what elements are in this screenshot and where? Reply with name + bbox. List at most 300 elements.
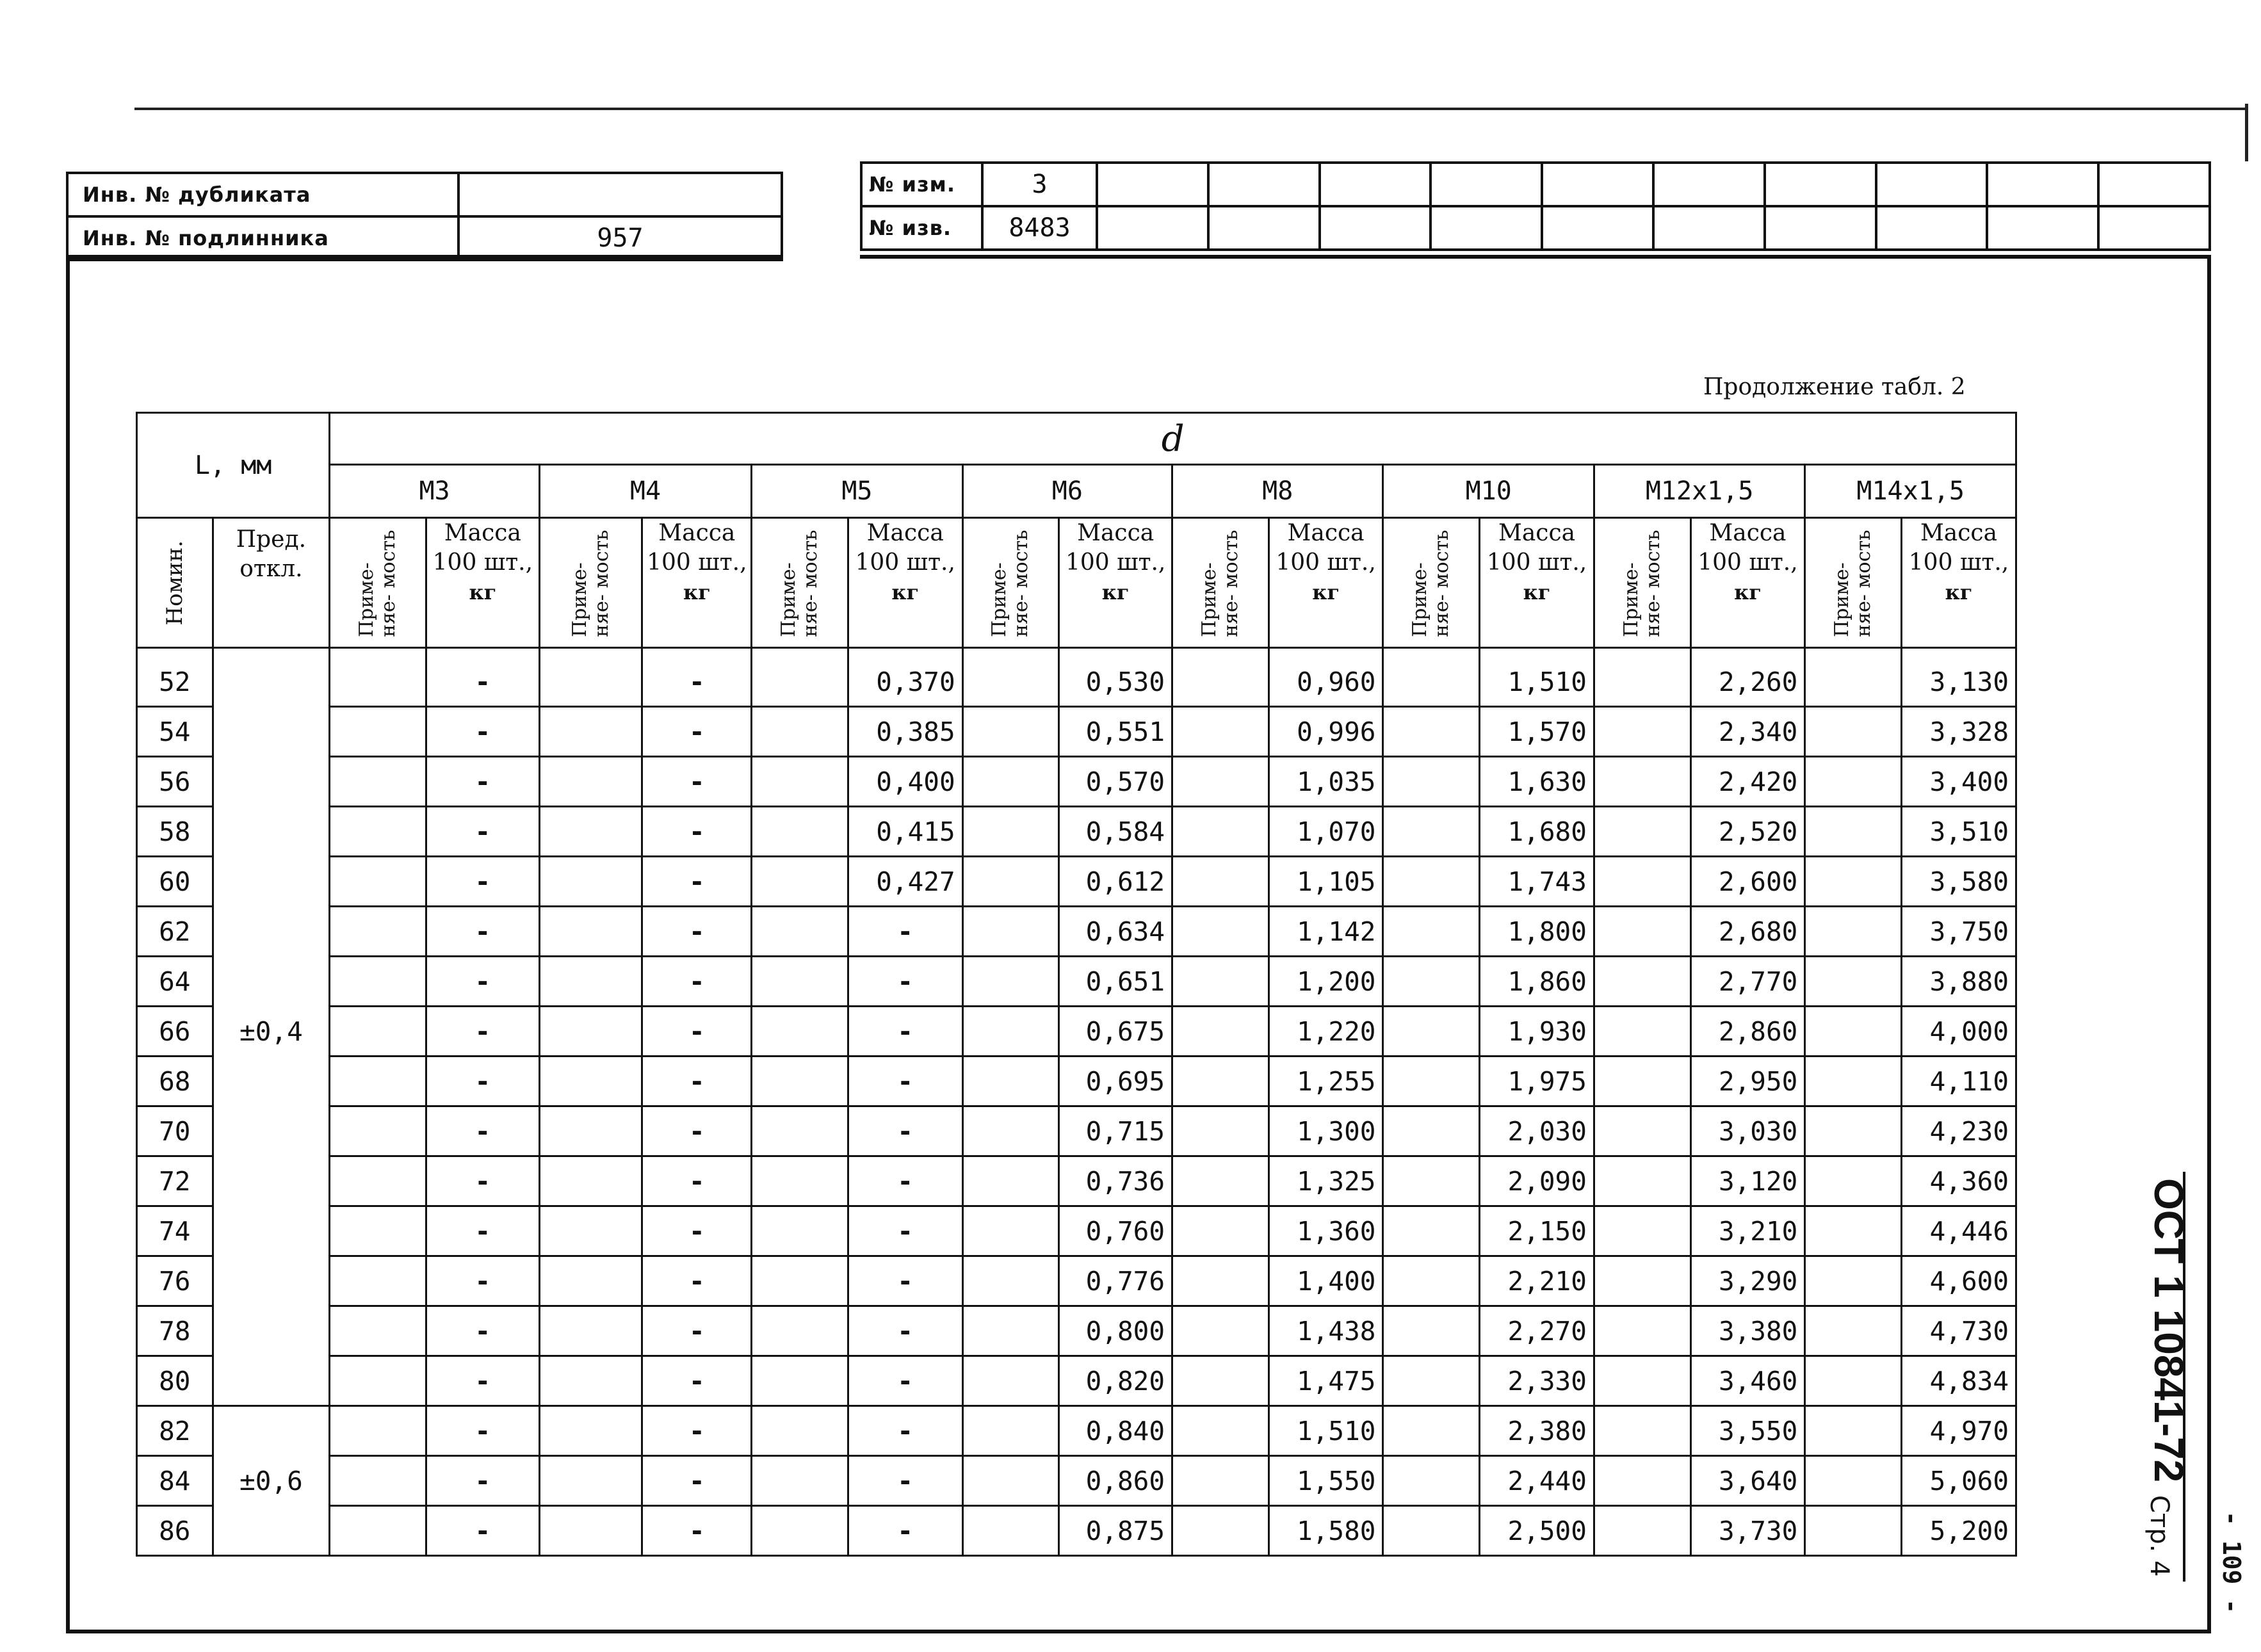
applicability-header-cell [539, 518, 642, 648]
mass-value: - [848, 1156, 962, 1206]
length-value: 64 [137, 957, 213, 1007]
applicability-cell [752, 1206, 848, 1256]
table-row [137, 1007, 2016, 1057]
mass-value: 2,860 [1690, 1007, 1805, 1057]
mass-header-line2: 100 шт., [647, 549, 747, 576]
applicability-cell [1172, 1007, 1269, 1057]
length-value: 72 [137, 1156, 213, 1206]
length-value: 54 [137, 707, 213, 757]
mass-value: - [642, 1057, 752, 1106]
mass-value: 1,860 [1480, 957, 1594, 1007]
applicability-cell [962, 957, 1059, 1007]
nomin-header: Номин. [161, 540, 188, 626]
mass-value: 1,325 [1268, 1156, 1383, 1206]
mass-value: - [426, 1106, 539, 1156]
applicability-cell [330, 1306, 426, 1356]
applicability-cell [1172, 1506, 1269, 1556]
mass-header-unit: кг [1945, 580, 1973, 604]
applicability-cell [752, 1057, 848, 1106]
mass-value: - [848, 1057, 962, 1106]
applicability-cell [1172, 907, 1269, 957]
mass-value: 1,630 [1480, 757, 1594, 807]
mass-value: - [642, 757, 752, 807]
table-row [137, 957, 2016, 1007]
applicability-cell [1594, 707, 1690, 757]
mass-value: - [848, 1306, 962, 1356]
applicability-cell [539, 907, 642, 957]
applicability-cell [539, 1206, 642, 1256]
applicability-cell [1805, 1506, 1902, 1556]
applicability-cell [1594, 857, 1690, 907]
applicability-cell [330, 1057, 426, 1106]
mass-header-unit: кг [469, 580, 497, 604]
table-continuation-note: Продолжение табл. 2 [1703, 374, 1966, 400]
applicability-cell [1383, 707, 1480, 757]
size-header: M8 [1172, 465, 1383, 518]
applicability-header-cell [1805, 518, 1902, 648]
mass-value: 0,427 [848, 857, 962, 907]
table-row [137, 907, 2016, 957]
mass-value: - [426, 1456, 539, 1506]
mass-value: 3,730 [1690, 1506, 1805, 1556]
applicability-cell [752, 1256, 848, 1306]
mass-value: 0,715 [1059, 1106, 1172, 1156]
applicability-cell [1805, 1206, 1902, 1256]
top-rule [134, 108, 2248, 110]
table-row [137, 1156, 2016, 1206]
mass-value: - [642, 707, 752, 757]
applicability-cell [1172, 807, 1269, 857]
applicability-cell [1805, 957, 1902, 1007]
applicability-cell [1594, 1456, 1690, 1506]
table-row [137, 1256, 2016, 1306]
mass-value: - [642, 1206, 752, 1256]
applicability-cell [1172, 757, 1269, 807]
mass-value: 0,996 [1268, 707, 1383, 757]
applicability-cell [330, 1256, 426, 1306]
applicability-cell [539, 1007, 642, 1057]
applicability-cell [752, 707, 848, 757]
mass-value: 0,840 [1059, 1406, 1172, 1456]
mass-value: 3,750 [1902, 907, 2016, 957]
frame-top-right [860, 255, 2211, 259]
mass-value: 5,060 [1902, 1456, 2016, 1506]
applicability-cell [330, 1506, 426, 1556]
applicability-cell [752, 1306, 848, 1356]
mass-header-cell [1480, 518, 1594, 648]
mass-value: 0,651 [1059, 957, 1172, 1007]
mass-value: 0,584 [1059, 807, 1172, 857]
mass-value: 0,612 [1059, 857, 1172, 907]
stamp-orig-label: Инв. № подлинника [67, 216, 458, 260]
applicability-cell [1805, 1256, 1902, 1306]
mass-value: 1,570 [1480, 707, 1594, 757]
mass-value: - [426, 1356, 539, 1406]
mass-value: 1,550 [1268, 1456, 1383, 1506]
applicability-cell [330, 757, 426, 807]
mass-value: - [848, 1406, 962, 1456]
mass-value: 2,260 [1690, 648, 1805, 707]
applicability-cell [1383, 757, 1480, 807]
mass-value: 1,220 [1268, 1007, 1383, 1057]
table-row [137, 1506, 2016, 1556]
mass-value: - [848, 1506, 962, 1556]
applicability-cell [1805, 1406, 1902, 1456]
applicability-cell [1594, 757, 1690, 807]
mass-value: - [426, 757, 539, 807]
stamp-cell [1208, 206, 1320, 250]
stamp-cell [1876, 206, 1988, 250]
mass-value: - [642, 1156, 752, 1206]
applicability-cell [1805, 707, 1902, 757]
nomin-header-cell [137, 518, 213, 648]
mass-value: - [848, 957, 962, 1007]
stamp-cell [1987, 163, 2098, 206]
mass-value: - [426, 1506, 539, 1556]
applicability-cell [1594, 957, 1690, 1007]
applicability-cell [1172, 1106, 1269, 1156]
standard-code: ОСТ 1 10841-72 [2146, 1178, 2192, 1483]
mass-value: 1,510 [1268, 1406, 1383, 1456]
mass-value: 0,875 [1059, 1506, 1172, 1556]
applicability-cell [330, 907, 426, 957]
mass-value: 2,380 [1480, 1406, 1594, 1456]
stamp-right [860, 161, 2211, 251]
applicability-header-cell [1594, 518, 1690, 648]
stamp-cell [2098, 163, 2210, 206]
mass-header-cell [1059, 518, 1172, 648]
mass-value: 3,510 [1902, 807, 2016, 857]
mass-value: - [426, 1406, 539, 1456]
mass-value: - [848, 1356, 962, 1406]
mass-header-unit: кг [1101, 580, 1130, 604]
applicability-cell [330, 1106, 426, 1156]
table-row [137, 857, 2016, 907]
applicability-cell [539, 1106, 642, 1156]
mass-value: - [642, 648, 752, 707]
length-value: 62 [137, 907, 213, 957]
size-header: M4 [539, 465, 751, 518]
mass-value: 4,110 [1902, 1057, 2016, 1106]
pred-header-line1: Пред. [236, 526, 307, 553]
pred-header-cell [213, 518, 330, 648]
mass-value: 0,760 [1059, 1206, 1172, 1256]
applicability-cell [1594, 1156, 1690, 1206]
stamp-orig-value: 957 [458, 216, 782, 260]
applicability-cell [539, 1456, 642, 1506]
mass-value: - [642, 907, 752, 957]
mass-header-cell [426, 518, 539, 648]
stamp-notice-value: 8483 [982, 206, 1097, 250]
applicability-cell [962, 648, 1059, 707]
mass-header-cell [1268, 518, 1383, 648]
applicability-cell [752, 757, 848, 807]
applicability-cell [539, 957, 642, 1007]
mass-value: - [426, 1007, 539, 1057]
mass-value: 2,330 [1480, 1356, 1594, 1406]
mass-value: 2,270 [1480, 1306, 1594, 1356]
applicability-cell [1383, 1306, 1480, 1356]
mass-header-line1: Масса [1709, 520, 1787, 546]
applicability-cell [330, 1356, 426, 1406]
applicability-cell [962, 757, 1059, 807]
mass-value: 4,360 [1902, 1156, 2016, 1206]
mass-value: 0,860 [1059, 1456, 1172, 1506]
mass-value: 4,834 [1902, 1356, 2016, 1406]
applicability-cell [752, 1007, 848, 1057]
applicability-cell [330, 648, 426, 707]
applicability-cell [1383, 1456, 1480, 1506]
applicability-cell [1805, 757, 1902, 807]
mass-value: - [426, 1206, 539, 1256]
applicability-cell [1594, 1356, 1690, 1406]
applicability-cell [1383, 1007, 1480, 1057]
applicability-cell [1172, 1456, 1269, 1506]
applicability-cell [1805, 1106, 1902, 1156]
mass-value: - [426, 1256, 539, 1306]
mass-value: - [426, 1057, 539, 1106]
mass-value: 1,800 [1480, 907, 1594, 957]
stamp-cell [1765, 206, 1876, 250]
applicability-cell [1383, 1506, 1480, 1556]
applicability-cell [752, 1356, 848, 1406]
mass-value: 3,550 [1690, 1406, 1805, 1456]
mass-value: 2,150 [1480, 1206, 1594, 1256]
applicability-header: Приме- няе- мость [568, 530, 613, 637]
mass-value: 2,420 [1690, 757, 1805, 807]
applicability-cell [1383, 1256, 1480, 1306]
mass-value: - [642, 1007, 752, 1057]
mass-value: 2,520 [1690, 807, 1805, 857]
applicability-cell [539, 1306, 642, 1356]
applicability-cell [539, 857, 642, 907]
mass-value: 1,930 [1480, 1007, 1594, 1057]
mass-value: 1,510 [1480, 648, 1594, 707]
mass-header-line2: 100 шт., [1908, 549, 2009, 576]
mass-value: 2,500 [1480, 1506, 1594, 1556]
applicability-cell [1805, 1306, 1902, 1356]
size-header: M10 [1383, 465, 1594, 518]
mass-value: 1,035 [1268, 757, 1383, 807]
stamp-change-label: № изм. [861, 163, 982, 206]
mass-value: 1,680 [1480, 807, 1594, 857]
mass-value: 3,210 [1690, 1206, 1805, 1256]
mass-value: - [642, 1356, 752, 1406]
standard-designation [2123, 1172, 2192, 1582]
applicability-cell [1172, 648, 1269, 707]
mass-value: 4,600 [1902, 1256, 2016, 1306]
applicability-cell [1383, 807, 1480, 857]
applicability-cell [962, 1057, 1059, 1106]
stamp-cell [1542, 163, 1653, 206]
length-value: 86 [137, 1506, 213, 1556]
applicability-cell [1805, 648, 1902, 707]
length-value: 84 [137, 1456, 213, 1506]
length-value: 52 [137, 648, 213, 707]
applicability-cell [539, 1156, 642, 1206]
mass-value: 0,820 [1059, 1356, 1172, 1406]
mass-value: 1,743 [1480, 857, 1594, 907]
mass-value: - [848, 1106, 962, 1156]
mass-value: 1,360 [1268, 1206, 1383, 1256]
mass-header-unit: кг [1312, 580, 1340, 604]
mass-table [136, 412, 2017, 1557]
applicability-cell [1172, 707, 1269, 757]
mass-header-line1: Масса [1920, 520, 1998, 546]
applicability-cell [962, 1007, 1059, 1057]
applicability-cell [1383, 1406, 1480, 1456]
stamp-cell [1987, 206, 2098, 250]
applicability-cell [539, 1506, 642, 1556]
applicability-cell [1172, 1406, 1269, 1456]
applicability-cell [752, 648, 848, 707]
applicability-cell [1594, 1306, 1690, 1356]
mass-header-line1: Масса [658, 520, 736, 546]
applicability-cell [962, 1106, 1059, 1156]
mass-value: 0,634 [1059, 907, 1172, 957]
mass-value: 2,770 [1690, 957, 1805, 1007]
applicability-cell [1805, 807, 1902, 857]
mass-value: 4,000 [1902, 1007, 2016, 1057]
table-row [137, 757, 2016, 807]
table-row [137, 1306, 2016, 1356]
tolerance-cell-1: ±0,4 [213, 648, 330, 1406]
page-number [2209, 1505, 2248, 1633]
mass-value: 2,090 [1480, 1156, 1594, 1206]
applicability-cell [1594, 1406, 1690, 1456]
d-header: d [330, 413, 2016, 465]
mass-value: 0,960 [1268, 648, 1383, 707]
mass-header-line2: 100 шт., [1065, 549, 1166, 576]
length-value: 56 [137, 757, 213, 807]
mass-value: 0,570 [1059, 757, 1172, 807]
mass-value: 1,580 [1268, 1506, 1383, 1556]
mass-header-cell [848, 518, 962, 648]
table-row [137, 1456, 2016, 1506]
applicability-cell [962, 1356, 1059, 1406]
applicability-cell [1383, 648, 1480, 707]
stamp-dup-value [458, 173, 782, 216]
mass-value: 1,105 [1268, 857, 1383, 907]
mass-value: 2,440 [1480, 1456, 1594, 1506]
mass-value: 1,438 [1268, 1306, 1383, 1356]
applicability-cell [1172, 1356, 1269, 1406]
applicability-cell [752, 807, 848, 857]
applicability-cell [1383, 1057, 1480, 1106]
mass-value: 2,210 [1480, 1256, 1594, 1306]
applicability-cell [962, 1206, 1059, 1256]
mass-value: 1,300 [1268, 1106, 1383, 1156]
length-value: 66 [137, 1007, 213, 1057]
mass-value: - [642, 1406, 752, 1456]
stamp-cell [1653, 163, 1765, 206]
mass-value: 3,030 [1690, 1106, 1805, 1156]
mass-value: 3,460 [1690, 1356, 1805, 1406]
mass-value: 0,370 [848, 648, 962, 707]
stamp-cell [2098, 206, 2210, 250]
stamp-dup-label: Инв. № дубликата [67, 173, 458, 216]
mass-header-line1: Масса [444, 520, 521, 546]
applicability-cell [330, 1007, 426, 1057]
table-row [137, 1406, 2016, 1456]
applicability-cell [962, 907, 1059, 957]
applicability-cell [752, 857, 848, 907]
mass-value: 2,030 [1480, 1106, 1594, 1156]
table-row [137, 1356, 2016, 1406]
length-value: 80 [137, 1356, 213, 1406]
table-row [137, 648, 2016, 707]
pred-header-line2: откл. [239, 556, 303, 582]
applicability-header: Приме- няе- мость [1831, 530, 1876, 637]
applicability-cell [1594, 1206, 1690, 1256]
mass-value: - [426, 957, 539, 1007]
applicability-cell [330, 1156, 426, 1206]
applicability-cell [752, 1156, 848, 1206]
applicability-cell [539, 707, 642, 757]
applicability-header-cell [1383, 518, 1480, 648]
stamp-cell [1542, 206, 1653, 250]
mass-value: - [848, 1007, 962, 1057]
mass-value: 0,776 [1059, 1256, 1172, 1306]
stamp-cell [1097, 163, 1208, 206]
mass-value: 5,200 [1902, 1506, 2016, 1556]
mass-header-line2: 100 шт., [1486, 549, 1587, 576]
applicability-cell [1383, 1156, 1480, 1206]
mass-value: 2,680 [1690, 907, 1805, 957]
applicability-header: Приме- няе- мость [777, 530, 822, 637]
mass-header-unit: кг [891, 580, 920, 604]
mass-value: 0,675 [1059, 1007, 1172, 1057]
mass-value: - [848, 1206, 962, 1256]
applicability-cell [1172, 1156, 1269, 1206]
applicability-cell [330, 807, 426, 857]
applicability-cell [752, 957, 848, 1007]
applicability-cell [1172, 1057, 1269, 1106]
applicability-cell [330, 707, 426, 757]
length-value: 76 [137, 1256, 213, 1306]
mass-value: - [642, 957, 752, 1007]
mass-value: 2,950 [1690, 1057, 1805, 1106]
applicability-cell [1805, 857, 1902, 907]
mass-value: 1,142 [1268, 907, 1383, 957]
mass-value: - [642, 857, 752, 907]
mass-header-unit: кг [1734, 580, 1762, 604]
applicability-cell [1383, 1356, 1480, 1406]
mass-value: 3,880 [1902, 957, 2016, 1007]
size-header: M14x1,5 [1805, 465, 2016, 518]
applicability-header: Приме- няе- мость [355, 530, 400, 637]
applicability-cell [1594, 1057, 1690, 1106]
mass-value: 4,970 [1902, 1406, 2016, 1456]
stamp-left [66, 172, 783, 261]
applicability-cell [1594, 648, 1690, 707]
table-row [137, 707, 2016, 757]
applicability-cell [962, 1456, 1059, 1506]
applicability-cell [752, 1456, 848, 1506]
mass-header-cell [1902, 518, 2016, 648]
stamp-change-value: 3 [982, 163, 1097, 206]
mass-header-unit: кг [1523, 580, 1551, 604]
stamp-cell [1430, 206, 1542, 250]
applicability-cell [1172, 957, 1269, 1007]
mass-value: 3,130 [1902, 648, 2016, 707]
applicability-cell [539, 807, 642, 857]
applicability-cell [539, 757, 642, 807]
mass-value: - [426, 907, 539, 957]
length-value: 58 [137, 807, 213, 857]
mass-header-line1: Масса [1287, 520, 1365, 546]
applicability-cell [1383, 1106, 1480, 1156]
